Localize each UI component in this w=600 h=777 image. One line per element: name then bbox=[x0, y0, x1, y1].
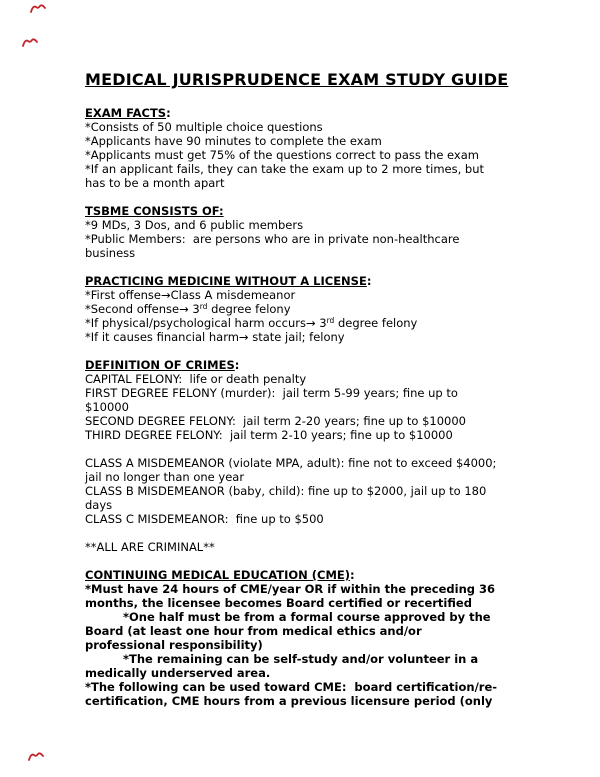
text-line: CAPITAL FELONY: life or death penalty bbox=[85, 372, 307, 386]
text-line: *First offense→Class A misdemeanor bbox=[85, 288, 296, 302]
text-line: CLASS A MISDEMEANOR (violate MPA, adult): fine not to exceed $4000; bbox=[85, 456, 497, 470]
text-line: CLASS C MISDEMEANOR: fine up to $500 bbox=[85, 512, 324, 526]
text-line: *The following can be used toward CME: board certification/re- bbox=[85, 680, 498, 694]
text-line: professional responsibility) bbox=[85, 638, 263, 652]
text-line: *Public Members: are persons who are in private non-healthcare bbox=[85, 232, 460, 246]
section-cme bbox=[85, 568, 570, 708]
text-line: *One half must be from a formal course approved by the bbox=[123, 610, 491, 624]
section-heading: CONTINUING MEDICAL EDUCATION (CME): bbox=[85, 568, 355, 582]
text-line: *If an applicant fails, they can take the exam up to 2 more times, but bbox=[85, 162, 485, 176]
text-line: THIRD DEGREE FELONY: jail term 2-10 years; fine up to $10000 bbox=[85, 428, 453, 442]
text-line bbox=[85, 526, 570, 540]
section-exam-facts bbox=[85, 106, 570, 190]
section-heading: EXAM FACTS: bbox=[85, 106, 171, 120]
text-line: jail no longer than one year bbox=[85, 470, 245, 484]
section-definition-of-crimes bbox=[85, 358, 570, 554]
text-line: *If it causes financial harm→ state jail; felony bbox=[85, 330, 345, 344]
text-line: has to be a month apart bbox=[85, 176, 225, 190]
superscript-ordinal: rd bbox=[199, 302, 208, 311]
text-line: *9 MDs, 3 Dos, and 6 public members bbox=[85, 218, 304, 232]
text-line: SECOND DEGREE FELONY: jail term 2-20 years; fine up to $10000 bbox=[85, 414, 466, 428]
text-line: *Second offense→ 3rd degree felony bbox=[85, 302, 291, 316]
text-line: Board (at least one hour from medical ethics and/or bbox=[85, 624, 422, 638]
superscript-ordinal: rd bbox=[326, 316, 335, 325]
text-line: $10000 bbox=[85, 400, 129, 414]
text-line: *Applicants must get 75% of the questions correct to pass the exam bbox=[85, 148, 479, 162]
text-line: months, the licensee becomes Board certified or recertified bbox=[85, 596, 472, 610]
text-line: days bbox=[85, 498, 113, 512]
text-line: *Applicants have 90 minutes to complete the exam bbox=[85, 134, 382, 148]
section-heading: DEFINITION OF CRIMES: bbox=[85, 358, 240, 372]
text-line: **ALL ARE CRIMINAL** bbox=[85, 540, 215, 554]
section-tsbme bbox=[85, 204, 570, 260]
text-line: business bbox=[85, 246, 136, 260]
document-title: MEDICAL JURISPRUDENCE EXAM STUDY GUIDE bbox=[85, 70, 509, 89]
section-heading: PRACTICING MEDICINE WITHOUT A LICENSE: bbox=[85, 274, 372, 288]
document-body bbox=[85, 106, 570, 708]
text-line bbox=[85, 442, 570, 456]
text-line: *Consists of 50 multiple choice questions bbox=[85, 120, 323, 134]
text-line: CLASS B MISDEMEANOR (baby, child): fine up to $2000, jail up to 180 bbox=[85, 484, 487, 498]
section-practicing-without-license bbox=[85, 274, 570, 344]
text-line: *Must have 24 hours of CME/year OR if within the preceding 36 bbox=[85, 582, 495, 596]
text-line: certification, CME hours from a previous licensure period (only bbox=[85, 694, 493, 708]
section-heading: TSBME CONSISTS OF: bbox=[85, 204, 224, 218]
text-line: medically underserved area. bbox=[85, 666, 271, 680]
text-line: *If physical/psychological harm occurs→ 3rd degree felony bbox=[85, 316, 418, 330]
text-line: *The remaining can be self-study and/or volunteer in a bbox=[123, 652, 479, 666]
text-line: FIRST DEGREE FELONY (murder): jail term 5-99 years; fine up to bbox=[85, 386, 458, 400]
